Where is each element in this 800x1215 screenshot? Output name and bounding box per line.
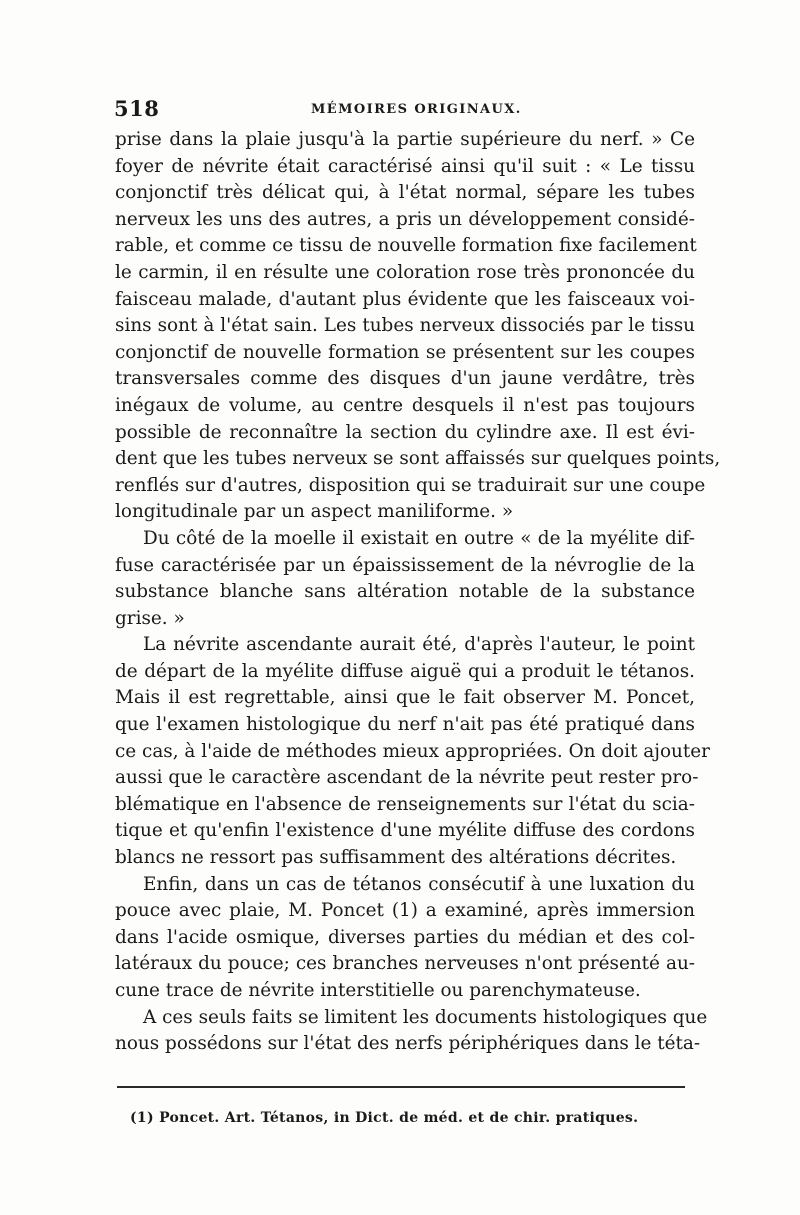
page-number: 518: [114, 96, 160, 121]
text-line: rable, et comme ce tissu de nouvelle formation fixe facilement: [115, 235, 697, 257]
text-line: nous possédons sur l'état des nerfs périphériques dans le téta-: [115, 1033, 701, 1055]
text-line: faisceau malade, d'autant plus évidente que les faisceaux voi-: [115, 288, 695, 310]
text-line: sins sont à l'état sain. Les tubes nerveux dissociés par le tissu: [115, 315, 695, 337]
text-line: pouce avec plaie, M. Poncet (1) a examiné, après immersion: [115, 900, 695, 922]
text-line: renflés sur d'autres, disposition qui se traduirait sur une coupe: [115, 474, 706, 496]
footnote: (1) Poncet. Art. Tétanos, in Dict. de méd. et de chir. pratiques.: [130, 1110, 639, 1126]
footnote-rule: [117, 1086, 685, 1088]
text-line: blancs ne ressort pas suffisamment des altérations décrites.: [115, 847, 677, 869]
text-line: transversales comme des disques d'un jaune verdâtre, très: [115, 368, 695, 390]
text-line: grise. »: [115, 607, 185, 629]
text-line: tique et qu'enfin l'existence d'une myélite diffuse des cordons: [115, 820, 695, 842]
text-line: le carmin, il en résulte une coloration rose très prononcée du: [115, 261, 695, 283]
text-line: nerveux les uns des autres, a pris un développement considé-: [115, 208, 695, 230]
text-line: ce cas, à l'aide de méthodes mieux appropriées. On doit ajouter: [115, 740, 710, 762]
text-line: latéraux du pouce; ces branches nerveuses n'ont présenté au-: [115, 953, 695, 975]
text-line: Enfin, dans un cas de tétanos consécutif à une luxation du: [143, 873, 695, 895]
text-line: cune trace de névrite interstitielle ou parenchymateuse.: [115, 980, 641, 1001]
text-line: Du côté de la moelle il existait en outre « de la myélite dif-: [143, 527, 695, 549]
text-line: conjonctif très délicat qui, à l'état normal, sépare les tubes: [115, 182, 695, 204]
body-text: [115, 127, 721, 1058]
text-line: longitudinale par un aspect maniliforme. »: [115, 501, 514, 523]
text-line: possible de reconnaître la section du cylindre axe. Il est évi-: [115, 421, 695, 443]
text-line: dans l'acide osmique, diverses parties du médian et des col-: [115, 926, 695, 948]
text-line: aussi que le caractère ascendant de la névrite peut rester pro-: [115, 767, 699, 789]
text-line: La névrite ascendante aurait été, d'après l'auteur, le point: [143, 634, 695, 656]
page-header: [114, 96, 694, 126]
text-line: substance blanche sans altération notable de la substance: [115, 581, 695, 603]
text-line: blématique en l'absence de renseignements sur l'état du scia-: [115, 793, 695, 815]
text-line: foyer de névrite était caractérisé ainsi qu'il suit : « Le tissu: [115, 155, 695, 177]
running-title: MÉMOIRES ORIGINAUX.: [311, 102, 522, 117]
text-line: dent que les tubes nerveux se sont affaissés sur quelques points,: [115, 448, 721, 470]
text-line: que l'examen histologique du nerf n'ait pas été pratiqué dans: [115, 714, 695, 736]
text-line: A ces seuls faits se limitent les documents histologiques que: [143, 1006, 708, 1028]
text-line: de départ de la myélite diffuse aiguë qui a produit le tétanos.: [115, 660, 695, 682]
text-line: inégaux de volume, au centre desquels il n'est pas toujours: [115, 394, 695, 416]
text-line: fuse caractérisée par un épaississement de la névroglie de la: [115, 554, 695, 576]
text-line: conjonctif de nouvelle formation se présentent sur les coupes: [115, 341, 695, 363]
text-line: Mais il est regrettable, ainsi que le fait observer M. Poncet,: [115, 687, 695, 709]
text-line: prise dans la plaie jusqu'à la partie supérieure du nerf. » Ce: [115, 129, 695, 150]
